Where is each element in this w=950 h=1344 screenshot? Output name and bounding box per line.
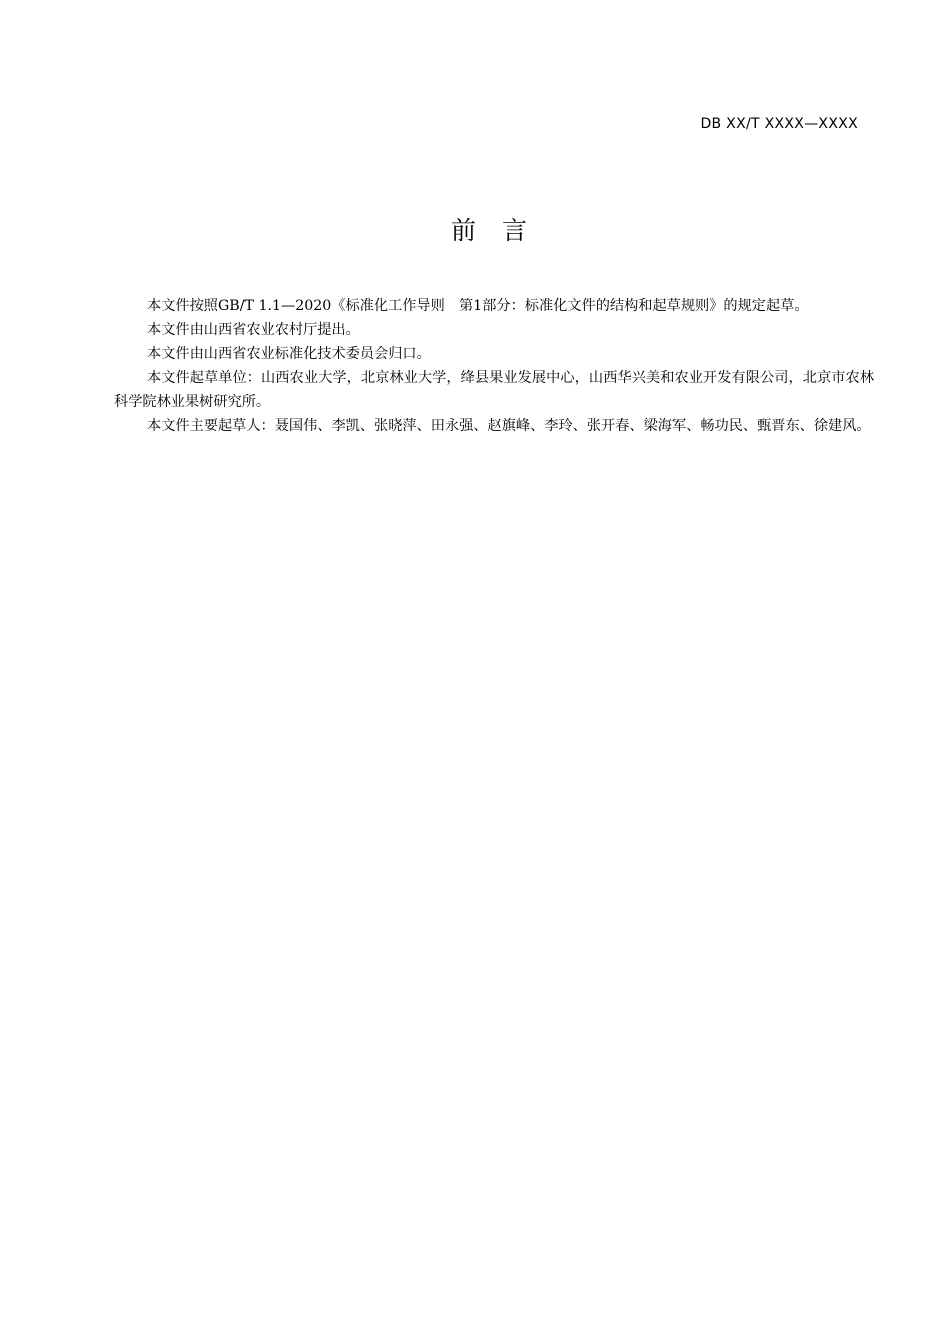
paragraph-drafting-units: 本文件起草单位：山西农业大学，北京林业大学，绛县果业发展中心，山西华兴美和农业开发有限公司，北京市农林科学院林业果树研究所。 xyxy=(114,370,874,410)
foreword-body xyxy=(114,294,874,438)
document-number: DB XX/T XXXX—XXXX xyxy=(700,116,858,132)
page-title: 前言 xyxy=(450,216,553,245)
paragraph-proposer: 本文件由山西省农业农村厅提出。 xyxy=(147,322,360,338)
paragraph-main-drafters: 本文件主要起草人：聂国伟、李凯、张晓萍、田永强、赵旗峰、李玲、张开春、梁海军、畅功民、甄晋东、徐建风。 xyxy=(147,418,871,434)
paragraph-drafting-rules: 本文件按照GB/T 1.1—2020《标准化工作导则 第1部分：标准化文件的结构和起草规则》的规定起草。 xyxy=(147,298,809,314)
paragraph-centralized-unit: 本文件由山西省农业标准化技术委员会归口。 xyxy=(147,346,431,362)
